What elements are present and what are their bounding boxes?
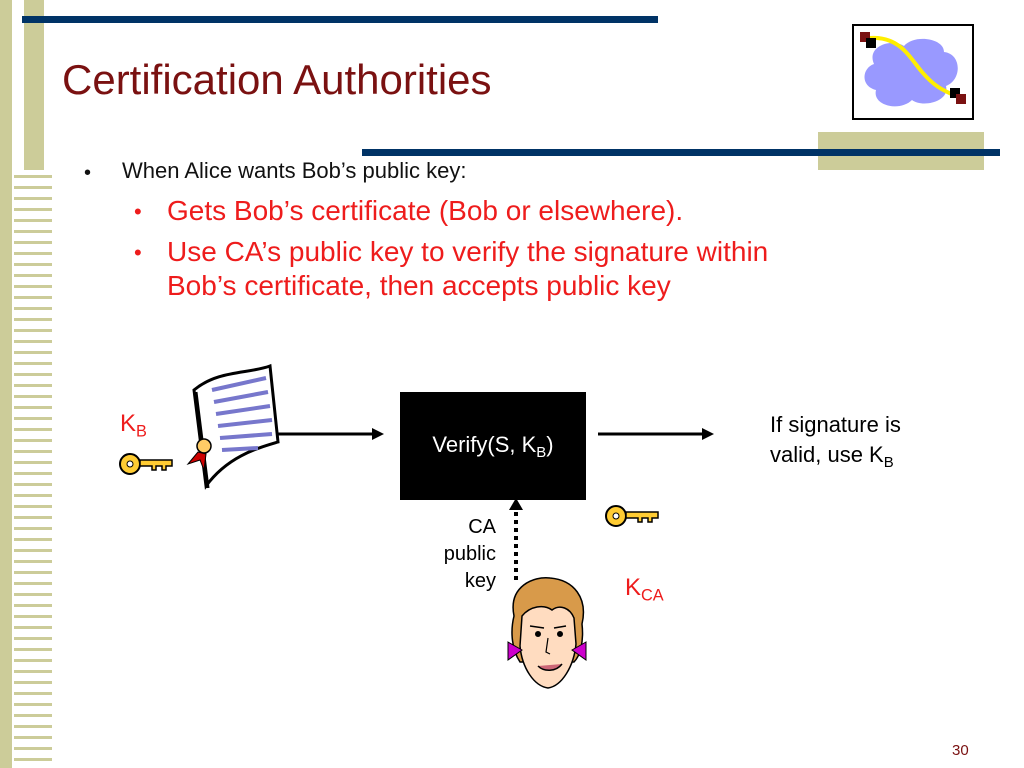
result-text: If signature is valid, use $K_B$: [770, 412, 901, 472]
sub-bullet-icon: •: [134, 199, 142, 224]
kca-label: $K_{CA}$: [625, 574, 664, 605]
main-bullet-text: When Alice wants Bob’s public key:: [122, 158, 467, 183]
arrow-from-verify: [598, 424, 718, 444]
verify-box: [400, 392, 586, 500]
page-number: 30: [952, 742, 969, 759]
sub-bullet-2-line-2: Bob’s certificate, then accepts public key: [167, 270, 671, 301]
arrow-to-verify: [276, 424, 386, 444]
decorative-stripes: [0, 0, 52, 768]
ca-key-icon: [604, 502, 660, 530]
ca-key-arrow: [506, 496, 526, 582]
verify-label: Verify(S, $K_B$): [432, 432, 554, 462]
bob-key-icon: [118, 450, 174, 478]
sub-bullet-1: Gets Bob’s certificate (Bob or elsewhere).: [167, 195, 684, 226]
sub-bullet-2-line-1: Use CA’s public key to verify the signature within: [167, 236, 769, 267]
kb-label: $K_B$: [120, 410, 147, 441]
certificate-icon: [178, 362, 282, 496]
network-logo-icon: [852, 24, 974, 120]
header-rule: [362, 149, 1000, 156]
sub-bullet-icon: •: [134, 240, 142, 265]
top-rule: [22, 16, 658, 23]
ca-public-key-label: CA public key: [443, 516, 496, 592]
bullet-icon: •: [84, 162, 92, 184]
slide-title: Certification Authorities: [62, 56, 492, 103]
alice-face-icon: [504, 576, 590, 694]
